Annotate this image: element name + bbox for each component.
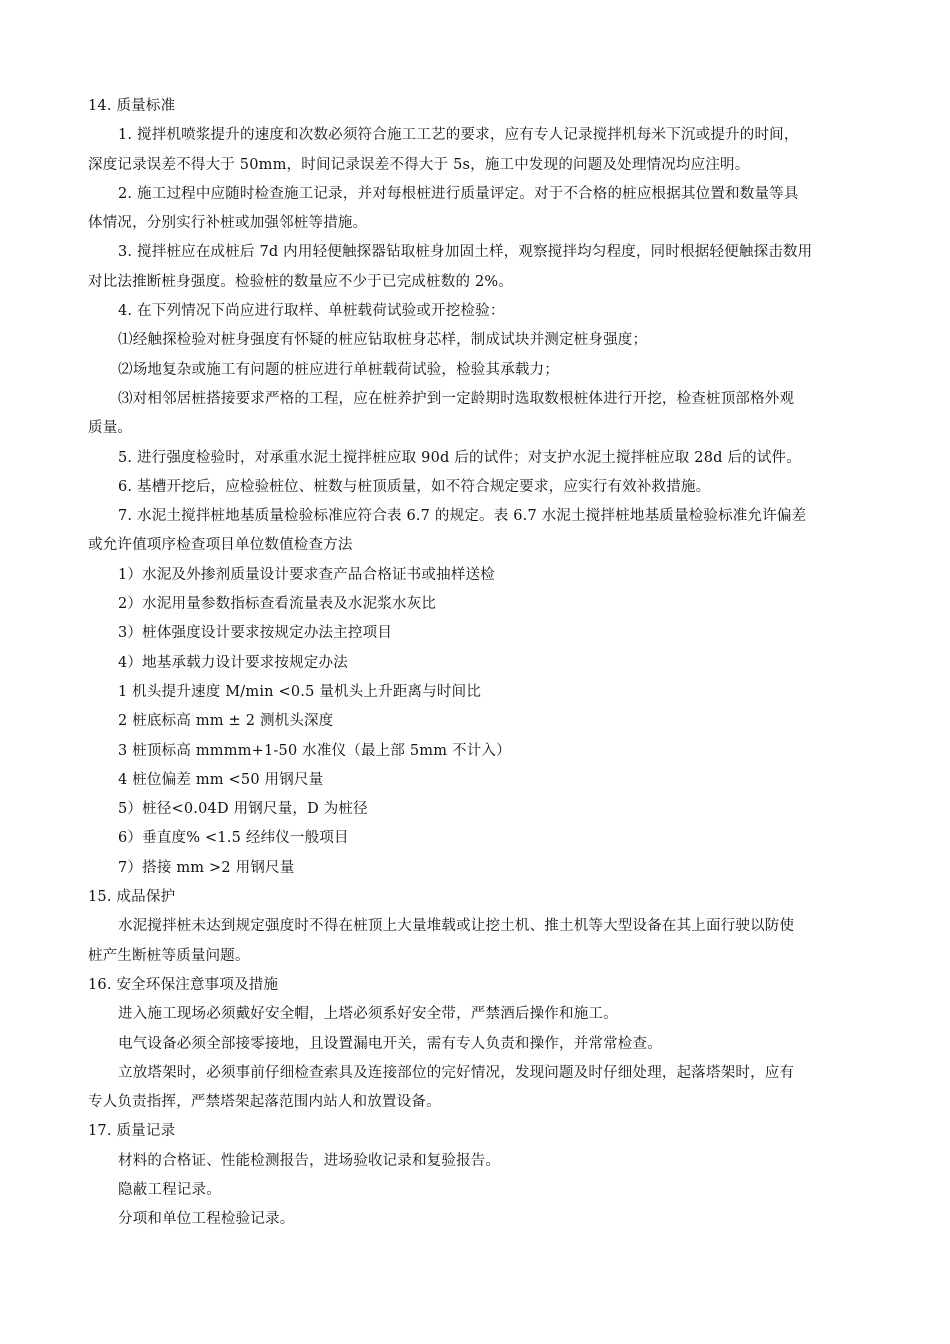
section-heading: 15. 成品保护 — [88, 889, 176, 906]
paragraph-continuation-line: 体情况，分别实行补桩或加强邻桩等措施。 — [88, 215, 368, 232]
paragraph-line: 7. 水泥土搅拌桩地基质量检验标准应符合表 6.7 的规定。表 6.7 水泥土搅拌桩地基质量检验标准允许偏差 — [118, 508, 807, 525]
paragraph-continuation-line: 深度记录误差不得大于 50mm，时间记录误差不得大于 5s，施工中发现的问题及处理情况均应注明。 — [88, 156, 750, 173]
paragraph-line: 4）地基承载力设计要求按规定办法 — [118, 654, 348, 671]
paragraph-line: 2）水泥用量参数指标查看流量表及水泥浆水灰比 — [118, 596, 437, 613]
section-heading: 14. 质量标准 — [88, 98, 176, 114]
paragraph-line: ⑴经触探检验对桩身强度有怀疑的桩应钻取桩身芯样，制成试块并测定桩身强度； — [118, 332, 648, 349]
paragraph-line: ⑵场地复杂或施工有问题的桩应进行单桩载荷试验，检验其承载力； — [118, 361, 559, 378]
paragraph-line: 2 桩底标高 mm ± 2 测机头深度 — [118, 713, 334, 730]
paragraph-continuation-line: 对比法推断桩身强度。检验桩的数量应不少于已完成桩数的 2%。 — [88, 273, 514, 290]
paragraph-line: 5）桩径<0.04D 用钢尺量，D 为桩径 — [118, 801, 368, 818]
paragraph-line: 立放塔架时，必须事前仔细检查索具及连接部位的完好情况，发现问题及时仔细处理，起落塔架时，应有 — [118, 1064, 795, 1081]
paragraph-line: 1）水泥及外掺剂质量设计要求查产品合格证书或抽样送检 — [118, 566, 495, 583]
paragraph-continuation-line: 或允许值项序检查项目单位数值检查方法 — [88, 537, 353, 554]
paragraph-line: 4. 在下列情况下尚应进行取样、单桩载荷试验或开挖检验： — [118, 303, 505, 320]
paragraph-line: 1. 搅拌机喷浆提升的速度和次数必须符合施工工艺的要求，应有专人记录搅拌机每米下沉或提升的时间， — [118, 127, 799, 144]
paragraph-line: 3）桩体强度设计要求按规定办法主控项目 — [118, 625, 393, 642]
paragraph-line: 1 机头提升速度 M/min <0.5 量机头上升距离与时间比 — [118, 683, 482, 700]
paragraph-line: 材料的合格证、性能检测报告，进场验收记录和复验报告。 — [118, 1152, 501, 1169]
paragraph-line: 水泥搅拌桩未达到规定强度时不得在桩顶上大量堆载或让挖土机、推土机等大型设备在其上面行驶以防使 — [118, 918, 795, 935]
paragraph-line: ⑶对相邻居桩搭接要求严格的工程，应在桩养护到一定龄期时选取数根桩体进行开挖，检查桩顶部格外观 — [118, 390, 795, 407]
paragraph-continuation-line: 专人负责指挥，严禁塔架起落范围内站人和放置设备。 — [88, 1094, 441, 1111]
paragraph-line: 6. 基槽开挖后，应检验桩位、桩数与桩顶质量，如不符合规定要求，应实行有效补救措施。 — [118, 478, 711, 495]
paragraph-line: 进入施工现场必须戴好安全帽，上塔必须系好安全带，严禁酒后操作和施工。 — [118, 1006, 618, 1023]
paragraph-line: 隐蔽工程记录。 — [118, 1181, 221, 1198]
paragraph-continuation-line: 质量。 — [88, 420, 133, 437]
section-heading: 16. 安全环保注意事项及措施 — [88, 976, 279, 993]
paragraph-line: 3. 搅拌桩应在成桩后 7d 内用轻便触探器钻取桩身加固土样，观察搅拌均匀程度，同时根据轻便触探击数用 — [118, 244, 813, 261]
document-page — [88, 92, 864, 1235]
paragraph-continuation-line: 桩产生断桩等质量问题。 — [88, 947, 250, 964]
paragraph-line: 电气设备必须全部接零接地，且设置漏电开关，需有专人负责和操作，并常常检查。 — [118, 1035, 662, 1052]
paragraph-line: 分项和单位工程检验记录。 — [118, 1211, 295, 1228]
paragraph-line: 2. 施工过程中应随时检查施工记录，并对每根桩进行质量评定。对于不合格的桩应根据其位置和数量等具 — [118, 185, 799, 202]
paragraph-line: 3 桩顶标高 mmmm+1-50 水准仪（最上部 5mm 不计入） — [118, 742, 511, 759]
section-heading: 17. 质量记录 — [88, 1123, 176, 1140]
paragraph-line: 5. 进行强度检验时，对承重水泥土搅拌桩应取 90d 后的试件；对支护水泥土搅拌桩应取 28d 后的试件。 — [118, 449, 801, 466]
paragraph-line: 7）搭接 mm >2 用钢尺量 — [118, 859, 295, 876]
paragraph-line: 4 桩位偏差 mm <50 用钢尺量 — [118, 771, 324, 788]
paragraph-line: 6）垂直度% <1.5 经纬仪一般项目 — [118, 830, 349, 847]
